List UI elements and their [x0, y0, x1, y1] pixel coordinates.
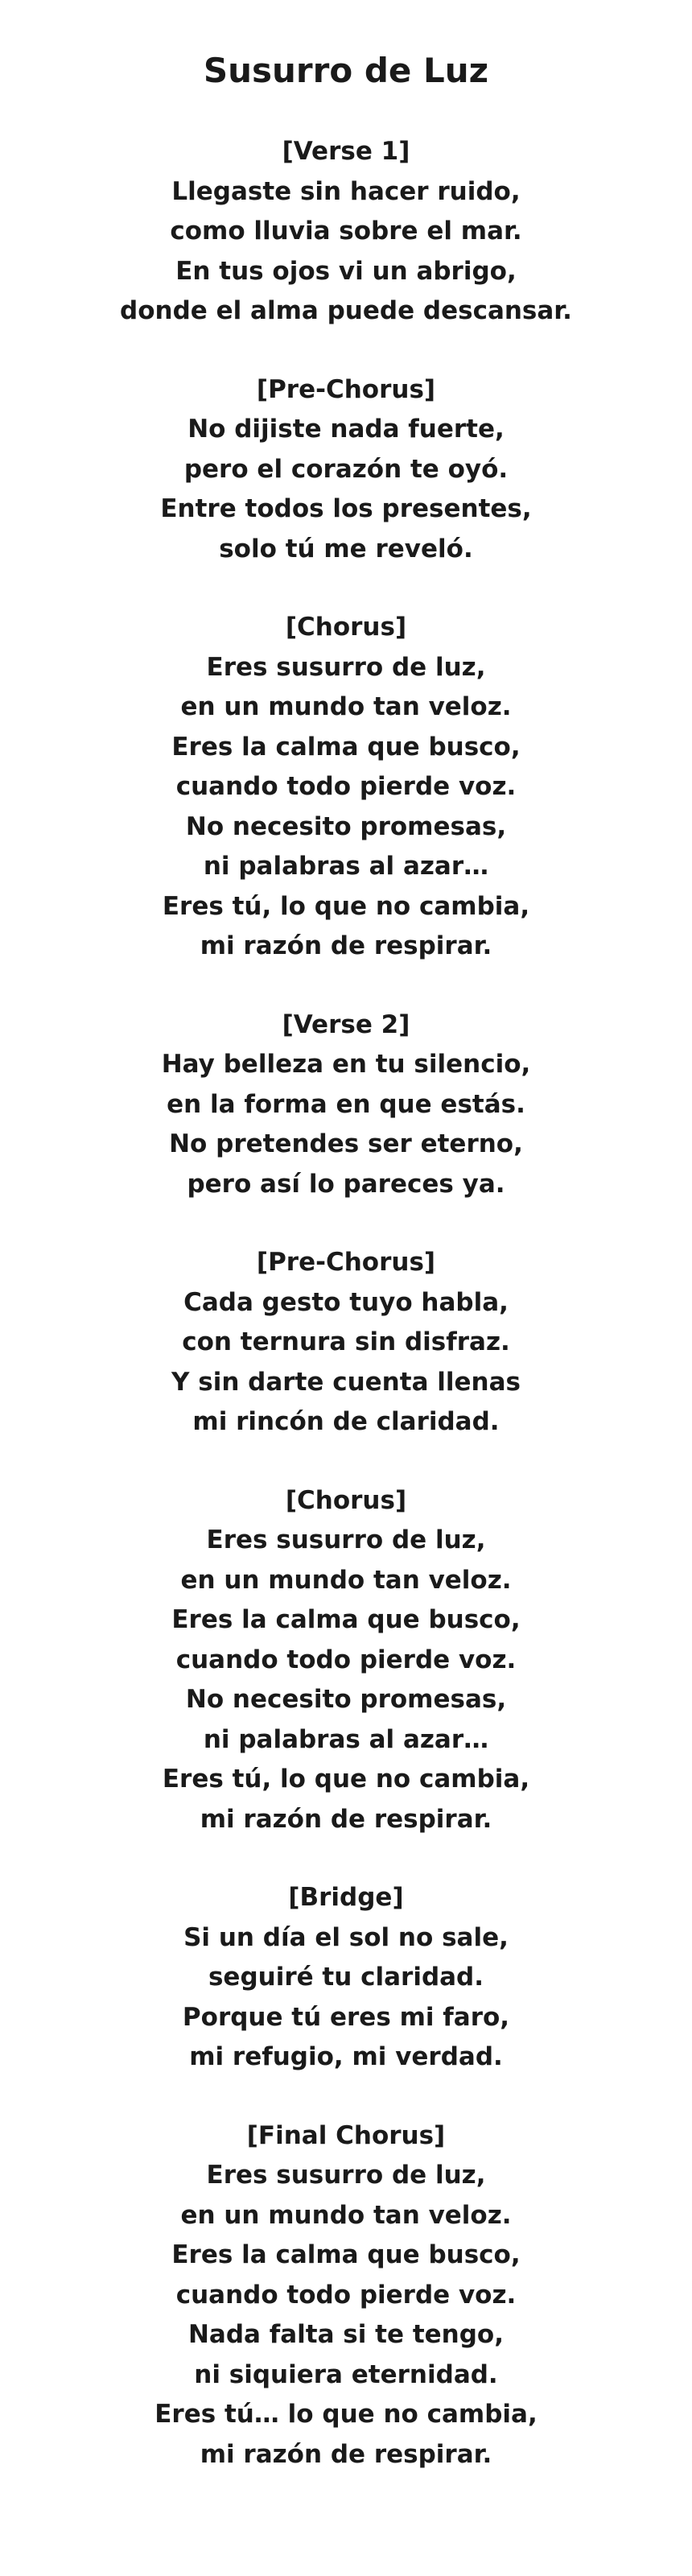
lyrics-section	[0, 1005, 692, 1205]
lyric-line: mi razón de respirar.	[200, 1804, 492, 1834]
lyric-line: cuando todo pierde voz.	[175, 2280, 517, 2310]
lyric-line: pero el corazón te oyó.	[183, 454, 509, 484]
section-heading: [Verse 2]	[282, 1009, 410, 1039]
lyric-line: con ternura sin disfraz.	[182, 1327, 510, 1356]
lyrics-section	[0, 608, 692, 967]
lyric-line: No pretendes ser eterno,	[169, 1129, 523, 1158]
lyric-line: Entre todos los presentes,	[160, 494, 532, 523]
lyric-line: mi rincón de claridad.	[192, 1407, 500, 1436]
lyrics-section	[0, 2116, 692, 2475]
section-heading: [Verse 1]	[282, 137, 410, 166]
lyric-line: En tus ojos vi un abrigo,	[175, 256, 517, 286]
lyric-line: No necesito promesas,	[185, 811, 507, 841]
lyric-line: Eres la calma que busco,	[171, 1605, 521, 1634]
lyric-line: mi razón de respirar.	[200, 931, 492, 960]
lyrics-body	[0, 132, 692, 2475]
lyric-line: Eres la calma que busco,	[171, 732, 521, 762]
lyric-line: seguiré tu claridad.	[208, 1963, 484, 1992]
lyric-line: en la forma en que estás.	[167, 1089, 525, 1119]
lyric-line: Eres susurro de luz,	[206, 2161, 486, 2190]
section-heading: [Pre-Chorus]	[256, 1248, 436, 1277]
lyric-line: Eres la calma que busco,	[171, 2240, 521, 2269]
lyric-line: No necesito promesas,	[185, 1685, 507, 1714]
lyrics-section	[0, 132, 692, 332]
lyric-line: solo tú me reveló.	[219, 534, 473, 564]
lyric-line: pero así lo pareces ya.	[187, 1169, 505, 1199]
section-heading: [Pre-Chorus]	[256, 374, 436, 404]
lyrics-section	[0, 370, 692, 570]
lyric-line: Llegaste sin hacer ruido,	[171, 176, 521, 206]
lyric-line: Y sin darte cuenta llenas	[171, 1367, 521, 1397]
lyric-line: Cada gesto tuyo habla,	[183, 1287, 509, 1317]
section-heading: [Bridge]	[288, 1883, 404, 1912]
lyric-line: Eres tú, lo que no cambia,	[162, 891, 530, 921]
lyric-line: mi refugio, mi verdad.	[189, 2042, 503, 2071]
lyrics-section	[0, 1481, 692, 1840]
section-heading: [Chorus]	[285, 613, 407, 642]
lyric-line: cuando todo pierde voz.	[175, 772, 517, 801]
lyric-line: en un mundo tan veloz.	[180, 1565, 512, 1595]
lyric-line: Eres susurro de luz,	[206, 1525, 486, 1554]
lyric-line: donde el alma puede descansar.	[120, 296, 572, 325]
lyric-line: ni palabras al azar…	[203, 1724, 489, 1754]
lyric-line: en un mundo tan veloz.	[180, 692, 512, 721]
section-heading: [Chorus]	[285, 1485, 407, 1515]
lyric-line: ni siquiera eternidad.	[194, 2359, 498, 2389]
lyric-line: mi razón de respirar.	[200, 2439, 492, 2469]
lyric-line: Porque tú eres mi faro,	[182, 2002, 510, 2032]
lyrics-section	[0, 1878, 692, 2078]
lyric-line: Eres tú, lo que no cambia,	[162, 1765, 530, 1794]
lyric-line: Si un día el sol no sale,	[183, 1922, 509, 1952]
lyric-line: cuando todo pierde voz.	[175, 1645, 517, 1674]
lyric-line: No dijiste nada fuerte,	[187, 415, 505, 444]
lyrics-section	[0, 1243, 692, 1443]
lyric-line: Hay belleza en tu silencio,	[161, 1050, 531, 1079]
lyric-line: Eres susurro de luz,	[206, 652, 486, 682]
lyric-line: en un mundo tan veloz.	[180, 2200, 512, 2230]
lyric-line: como lluvia sobre el mar.	[170, 217, 522, 246]
lyric-line: Nada falta si te tengo,	[187, 2320, 504, 2349]
section-heading: [Final Chorus]	[246, 2120, 446, 2150]
lyric-line: Eres tú… lo que no cambia,	[154, 2400, 538, 2429]
lyric-line: ni palabras al azar…	[203, 852, 489, 881]
song-title: Susurro de Luz	[203, 51, 489, 90]
